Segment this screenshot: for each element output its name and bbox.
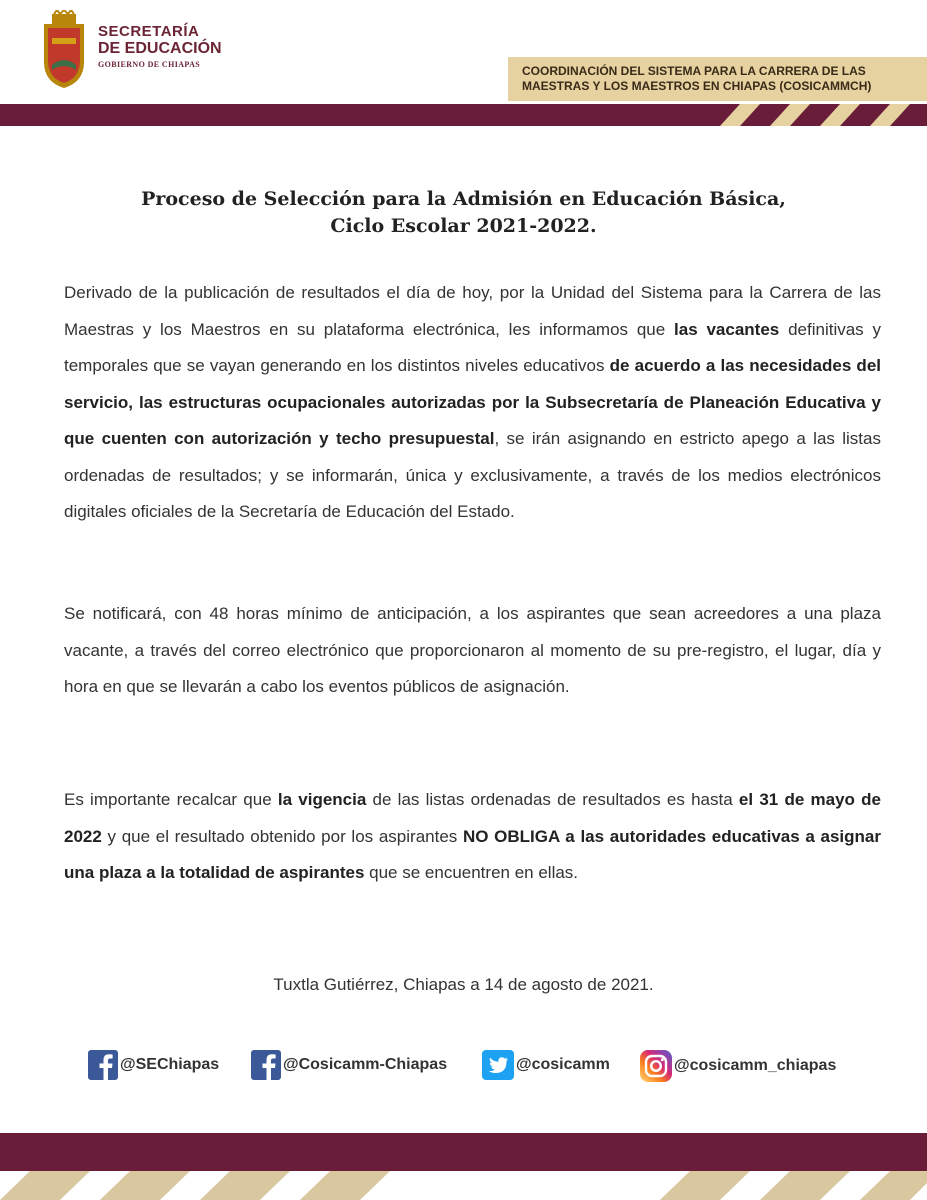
footer-stripes [0,1171,927,1200]
p1-bold-1: las vacantes [674,319,780,339]
paragraph-3 [64,782,881,892]
title-line1: Proceso de Selección para la Admisión en Educación Básica, [141,188,786,210]
p3-text-1: Es importante recalcar que [64,790,278,809]
p3-bold-3: NO OBLIGA a las autoridades educativas a asignar una plaza a la totalidad de aspirantes [64,826,881,882]
p1-bold-2: de acuerdo a las necesidades del servicio, las estructuras ocupacionales autorizadas por la Subsecretaría de Planeación Educativa y que cuenten con autorización y techo presupuestal [64,356,881,448]
paragraph-2: Se notificará, con 48 horas mínimo de anticipación, a los aspirantes que sean acreedores a una plaza vacante, a través del correo electrónico que proporcionaron al momento de su pre-registro, el lugar, día y hora en que se llevarán a cabo los eventos públicos de asignación. [64,604,881,696]
twitter-icon [482,1050,514,1080]
logo-line3: GOBIERNO DE CHIAPAS [98,60,201,69]
instagram-handle: @cosicamm_chiapas [674,1057,837,1074]
footer-band [0,1133,927,1171]
facebook-handle-1: @SEChiapas [120,1056,220,1073]
twitter-handle: @cosicamm [516,1056,610,1073]
p3-text-3: y que el resultado obtenido por los aspirantes [101,826,463,846]
logo-wordmark [98,24,222,69]
instagram-icon [640,1050,672,1082]
p3-bold-1: la vigencia [277,790,367,809]
title-line2: Ciclo Escolar 2021-2022. [330,215,597,237]
dateline: Tuxtla Gutiérrez, Chiapas a 14 de agosto de 2021. [273,975,654,994]
logo-line1: SECRETARÍA [98,23,200,40]
p3-text-2: de las listas ordenadas de resultados es hasta [366,790,739,809]
facebook-icon [88,1050,118,1080]
social-twitter[interactable] [482,1050,610,1080]
document-title [40,186,887,240]
p1-text-2: definitivas y temporales que se vayan generando en los distintos niveles educativos [64,319,881,375]
chiapas-shield-logo [40,10,88,90]
p3-bold-2: el 31 de mayo de 2022 [64,790,881,846]
logo-line2: DE EDUCACIÓN [98,40,222,57]
p3-text-4: que se encuentren en ellas. [364,863,579,882]
p1-text-3: , se irán asignando en estricto apego a las listas ordenadas de resultados; y se informarán, única y exclusivamente, a través de los medios electrónicos digitales oficiales de la Secretaría de Educación del Estado. [64,429,881,521]
facebook-handle-2: @Cosicamm-Chiapas [283,1056,448,1073]
coordination-text: COORDINACIÓN DEL SISTEMA PARA LA CARRERA DE LAS MAESTRAS Y LOS MAESTROS EN CHIAPAS (COSICAMMCH) [522,64,872,93]
paragraph-1 [64,275,881,531]
social-facebook-cosicamm[interactable] [251,1050,447,1080]
facebook-icon [251,1050,281,1080]
social-facebook-sechiapas[interactable] [88,1050,219,1080]
social-instagram[interactable] [640,1050,836,1082]
p1-text-1: Derivado de la publicación de resultados el día de hoy, por la Unidad del Sistema para la Carrera de las Maestras y los Maestros en su plataforma electrónica, les informamos que [64,283,881,339]
header-band [0,104,927,126]
